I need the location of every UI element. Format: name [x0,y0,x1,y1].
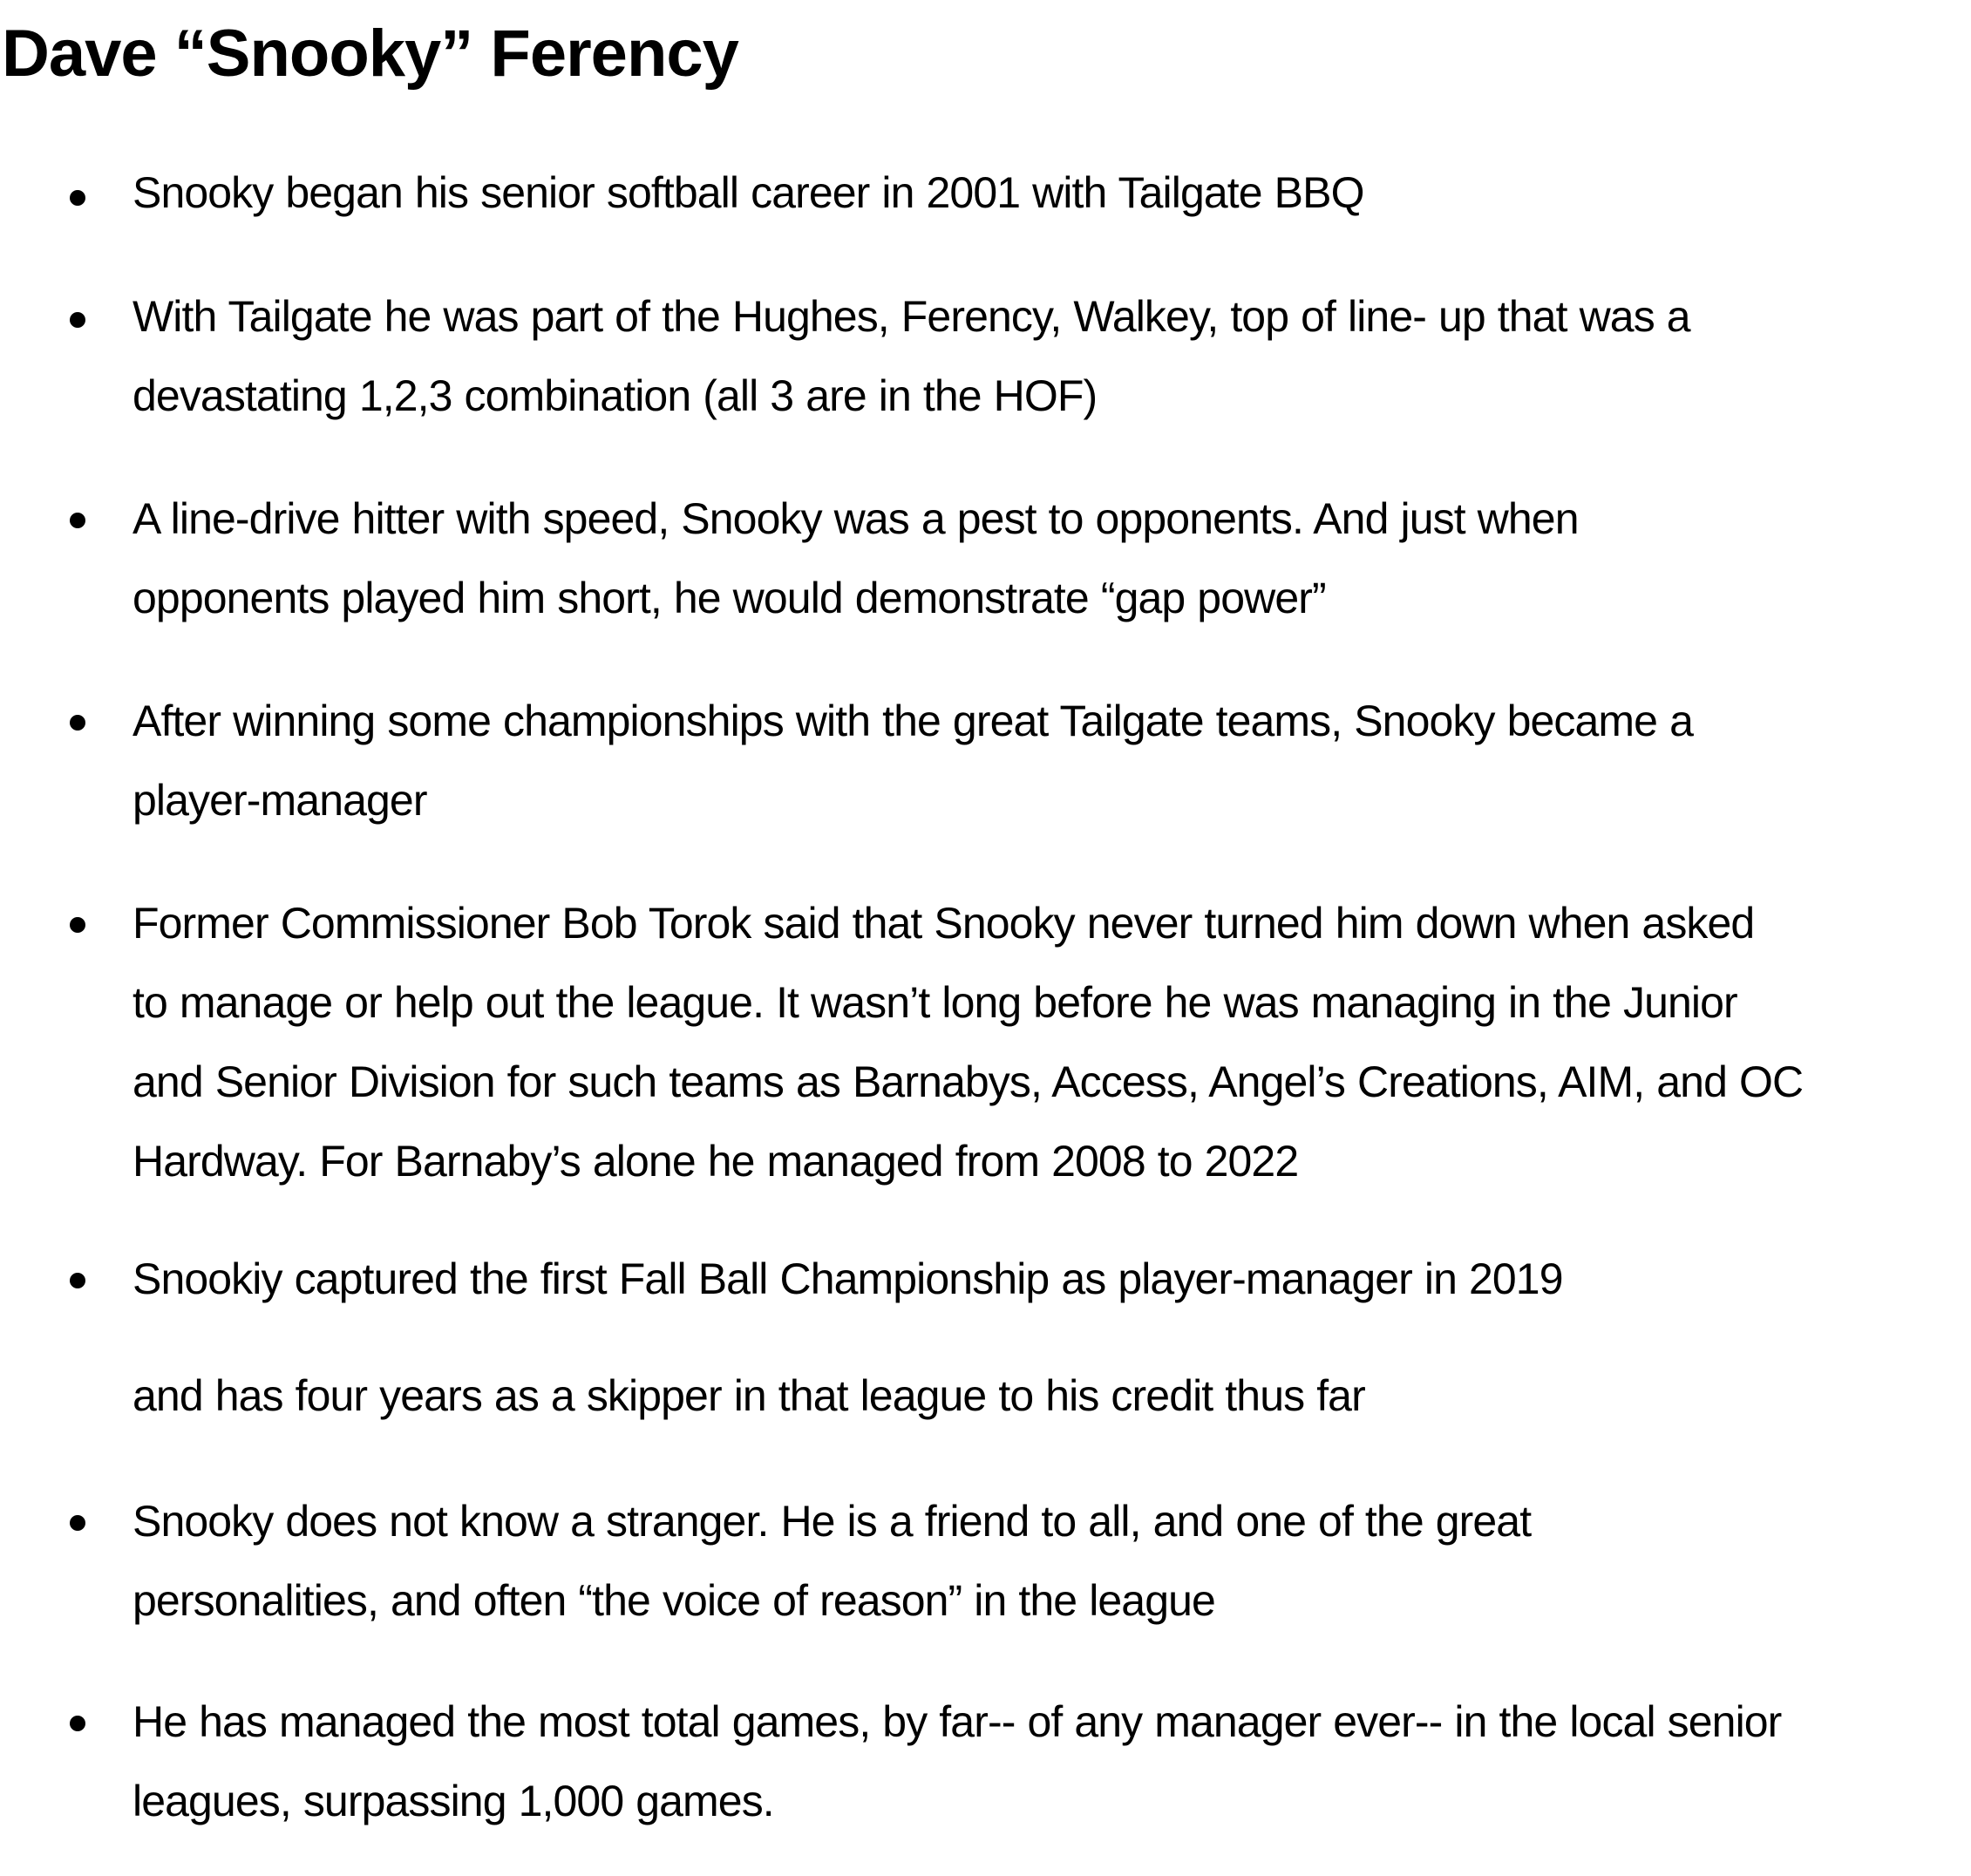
bullet-line: After winning some championships with the great Tailgate teams, Snooky became a [133,697,1693,745]
bullet-line: and Senior Division for such teams as Barnabys, Access, Angel’s Creations, AIM, and OC [133,1057,1804,1106]
bullet-line: leagues, surpassing 1,000 games. [133,1777,774,1825]
bullet-line: to manage or help out the league. It wasn’t long before he was managing in the Junior [133,978,1737,1027]
bullet-line: player-manager [133,776,427,825]
bullet-dot-icon [70,715,85,731]
bullet-dot-icon [70,190,85,206]
bullet-text [133,884,1963,1201]
bullet-line: Snooky began his senior softball career in 2001 with Tailgate BBQ [133,168,1364,217]
bullet-text [133,479,1963,638]
bullet-line: Hardway. For Barnaby’s alone he managed from 2008 to 2022 [133,1137,1299,1186]
bullet-line: He has managed the most total games, by far-- of any manager ever-- in the local senior [133,1697,1782,1746]
bullet-line: A line-drive hitter with speed, Snooky was a pest to opponents. And just when [133,494,1579,543]
bullet-line: Snookiy captured the first Fall Ball Championship as player-manager in 2019 [133,1254,1563,1303]
bullet-dot-icon [70,1716,85,1731]
bullet-text [133,1682,1963,1841]
bullet-line: opponents played him short, he would demonstrate “gap power” [133,574,1326,622]
bullet-text [133,1220,1963,1454]
bullet-text [133,1482,1963,1641]
bullet-line: Former Commissioner Bob Torok said that Snooky never turned him down when asked [133,899,1755,948]
bullet-line: With Tailgate he was part of the Hughes, Ferency, Walkey, top of line- up that was a [133,292,1690,341]
bullet-text [133,682,1963,840]
bullet-dot-icon [70,312,85,328]
bullet-dot-icon [70,513,85,528]
page-title: Dave “Snooky” Ferency [2,17,738,91]
bullet-dot-icon [70,1273,85,1288]
bullet-line: and has four years as a skipper in that league to his credit thus far [133,1371,1365,1420]
bullet-dot-icon [70,917,85,933]
bullet-line: personalities, and often “the voice of reason” in the league [133,1576,1215,1625]
bullet-line: devastating 1,2,3 combination (all 3 are in the HOF) [133,371,1098,420]
bullet-dot-icon [70,1515,85,1531]
bullet-text [133,277,1963,436]
bullet-text [133,153,1963,233]
bullet-line: Snooky does not know a stranger. He is a friend to all, and one of the great [133,1497,1532,1546]
